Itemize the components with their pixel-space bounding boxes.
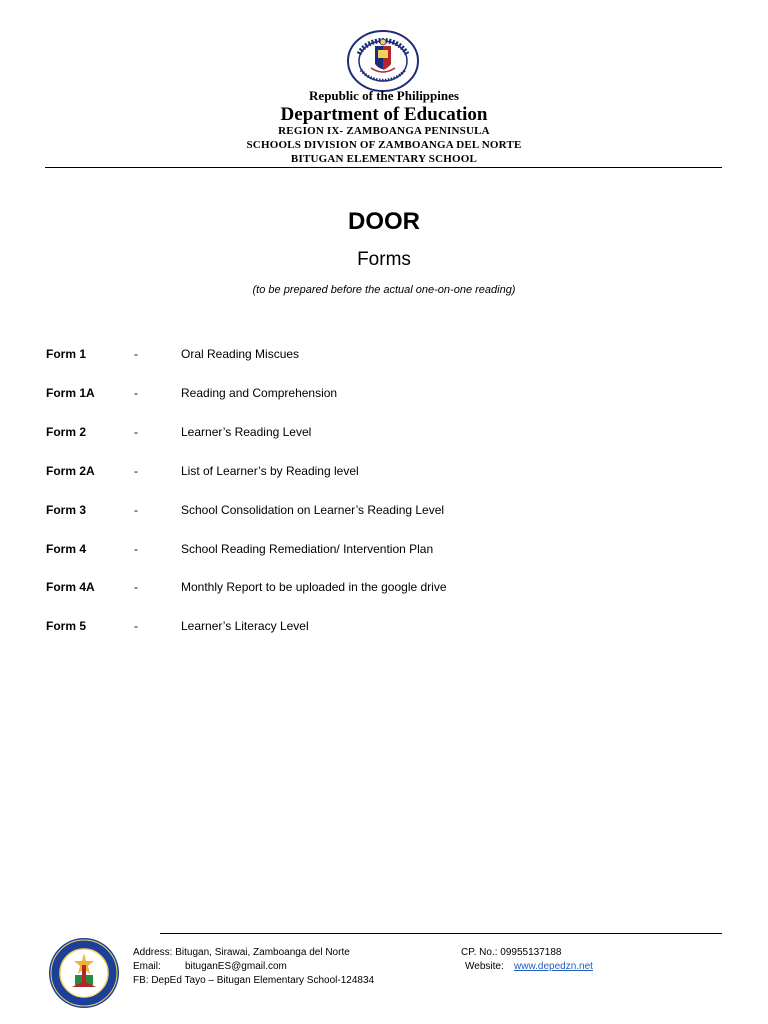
form-dash: - [134,386,138,400]
form-row [0,464,768,484]
header-department: Department of Education [280,104,488,125]
footer-phone: CP. No.: 09955137188 [461,947,562,958]
footer-website-link[interactable]: www.depedzn.net [514,961,593,972]
deped-seal-logo [347,30,419,92]
form-code: Form 2A [46,464,95,478]
header-school: BITUGAN ELEMENTARY SCHOOL [290,153,478,165]
form-dash: - [134,503,138,517]
form-description: Monthly Report to be uploaded in the google drive [181,580,447,594]
form-row [0,425,768,445]
footer-address: Address: Bitugan, Sirawai, Zamboanga del Norte [133,947,350,958]
form-description: School Consolidation on Learner’s Reading Level [181,503,445,517]
form-row [0,619,768,639]
form-code: Form 3 [46,503,87,517]
form-code: Form 4A [46,580,95,594]
footer-website-label: Website: [465,961,504,972]
header-republic: Republic of the Philippines [309,88,459,103]
footer-email-label: Email: [133,961,161,972]
footer-email[interactable]: bituganES@gmail.com [185,961,287,972]
form-description: Oral Reading Miscues [181,347,300,361]
form-code: Form 1A [46,386,95,400]
form-description: Learner’s Literacy Level [181,619,309,633]
form-dash: - [134,619,138,633]
form-row [0,580,768,600]
form-dash: - [134,425,138,439]
form-code: Form 4 [46,542,87,556]
form-dash: - [134,542,138,556]
header-region: REGION IX- ZAMBOANGA PENINSULA [278,125,490,137]
form-description: Learner’s Reading Level [181,425,312,439]
form-dash: - [134,464,138,478]
document-title: DOOR [348,208,420,235]
form-description: Reading and Comprehension [181,386,338,400]
form-description: School Reading Remediation/ Intervention Plan [181,542,434,556]
header-division: SCHOOLS DIVISION OF ZAMBOANGA DEL NORTE [246,139,522,151]
form-code: Form 1 [46,347,87,361]
form-dash: - [134,347,138,361]
form-description: List of Learner’s by Reading level [181,464,359,478]
form-row [0,386,768,406]
document-subtitle: Forms [357,249,411,270]
school-logo [48,937,120,1009]
form-dash: - [134,580,138,594]
form-code: Form 5 [46,619,87,633]
form-row [0,347,768,367]
form-code: Form 2 [46,425,87,439]
form-row [0,542,768,562]
header-divider [45,167,722,168]
footer-divider [160,933,722,934]
form-row [0,503,768,523]
footer-facebook: FB: DepEd Tayo – Bitugan Elementary School-124834 [133,975,375,986]
document-note: (to be prepared before the actual one-on-one reading) [252,284,516,296]
